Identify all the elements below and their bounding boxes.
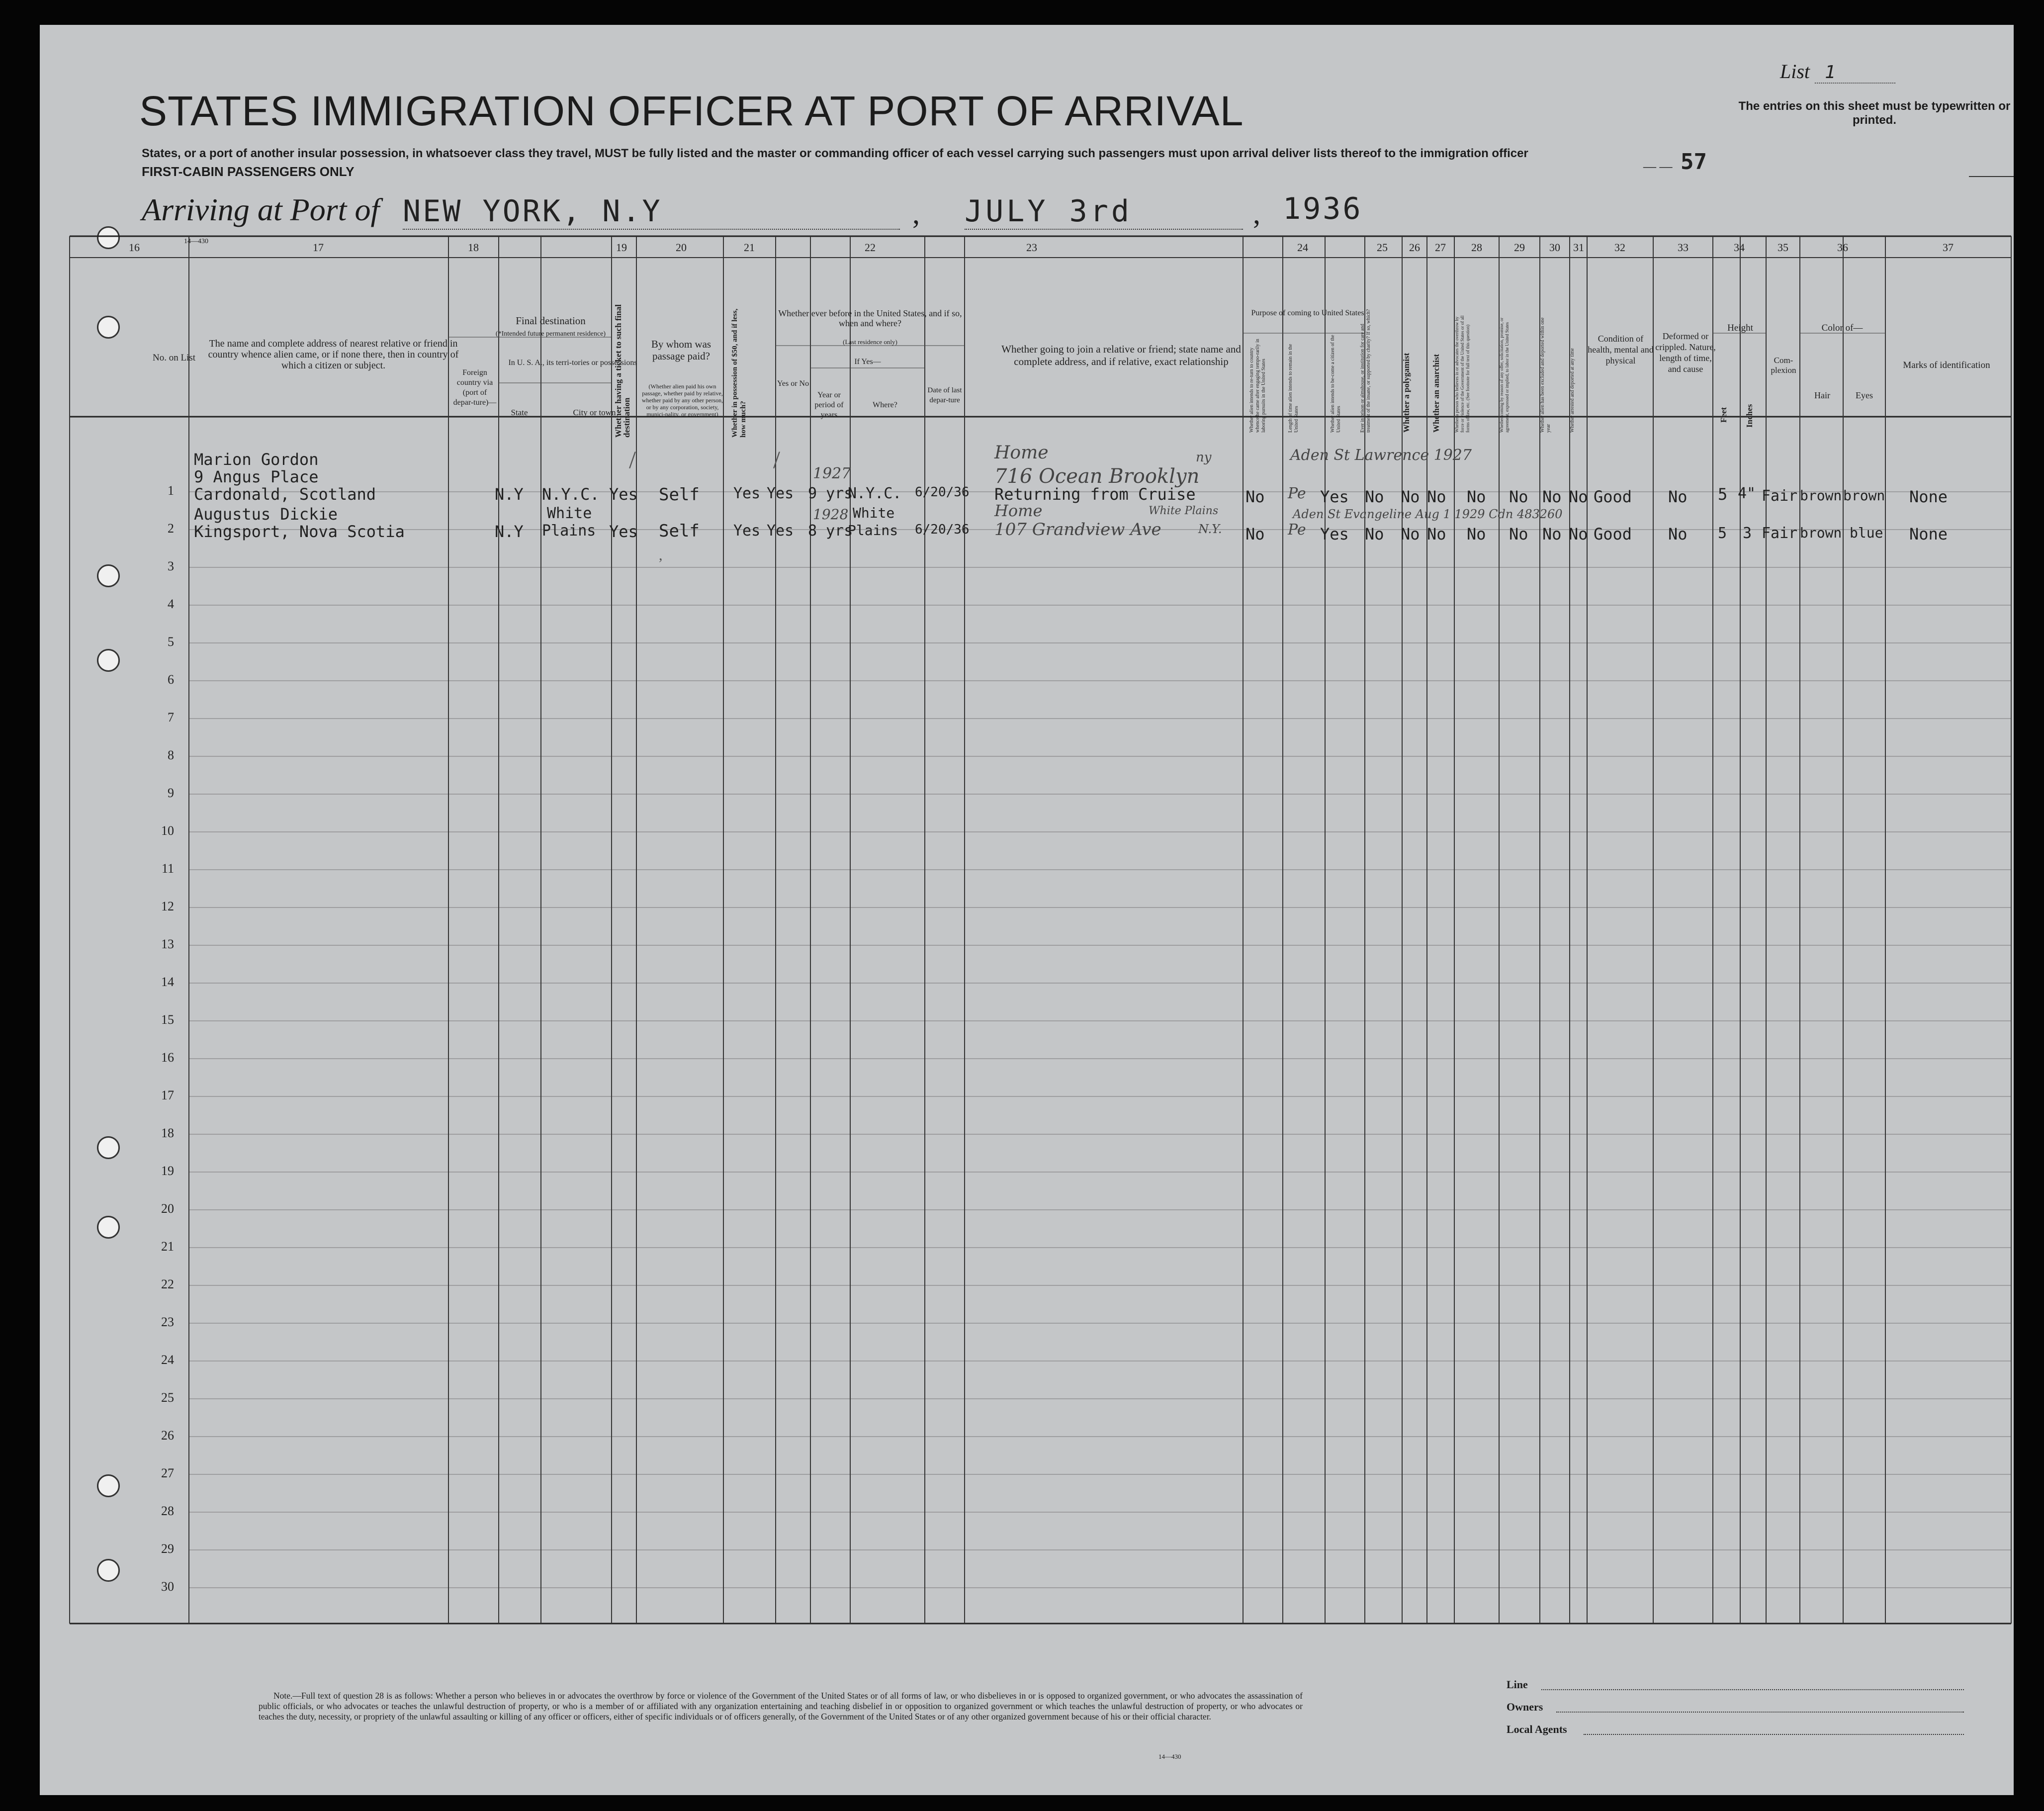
- comma-1: ,: [912, 197, 920, 230]
- row1-paid-by: Self: [659, 485, 700, 505]
- row2-deformed: No: [1668, 525, 1688, 543]
- row1-ticket: Yes: [609, 485, 638, 504]
- header-marks: Marks of identification: [1903, 360, 1990, 370]
- row2-city-line2: Plains: [542, 522, 596, 540]
- column-number: 28: [1471, 241, 1482, 254]
- row1-health: Good: [1594, 487, 1632, 506]
- row2-city-line1: White: [547, 505, 592, 522]
- row1-induced: No: [1509, 487, 1528, 506]
- header-ticket: Whether having a ticket to such final destination: [614, 304, 631, 438]
- header-prison: Ever in prison or almshouse, or institution for care and treatment of the insane, or supported by charity? If so, which?: [1360, 309, 1371, 433]
- column-number: 26: [1409, 241, 1420, 254]
- header-date-last-departure: Date of last depar-ture: [927, 386, 962, 404]
- row2-where-line1: White: [853, 505, 895, 521]
- row1-polygamist: No: [1401, 487, 1420, 506]
- manifest-sheet: [40, 25, 2014, 1795]
- row1-eyes: brown: [1843, 487, 1885, 504]
- row2-feet: 5: [1718, 525, 1727, 542]
- owners-label: Owners: [1507, 1701, 1543, 1713]
- row2-paid-by: Self: [659, 521, 700, 541]
- sheet-number: 57: [1681, 149, 1707, 175]
- row2-purpose-b: Pe: [1288, 521, 1306, 539]
- header-instruction: States, or a port of another insular possession, in whatsoever class they travel, MUST be fully listed and the master or commanding officer of each vessel carrying such passengers must upon arrival deliver lists thereof to the immigration officer: [142, 147, 1528, 160]
- agents-field: [1584, 1734, 1964, 1735]
- row1-purpose-b: Pe: [1288, 485, 1306, 502]
- row2-marks: None: [1909, 525, 1948, 543]
- row2-prison: No: [1365, 525, 1384, 543]
- row-number: 22: [161, 1277, 174, 1291]
- header-state: State: [511, 408, 528, 417]
- list-label: List 1: [1780, 60, 1895, 83]
- row-number: 5: [168, 634, 174, 649]
- header-final-destination-note: (*Intended future permanent residence): [495, 330, 606, 338]
- row2-ticket: Yes: [609, 522, 638, 541]
- header-purpose-c: Whether alien intends to be-come a citizen of the United States: [1330, 335, 1341, 433]
- header-before-in-us: Whether ever before in the United States, and if so, when and where?: [778, 308, 962, 328]
- row2-state: N.Y: [495, 522, 524, 541]
- header-last-residence: (Last residence only): [843, 338, 897, 346]
- column-number: 36: [1837, 241, 1848, 254]
- header-excluded: Whether alien has been excluded and deported within one year: [1540, 317, 1551, 433]
- row2-arrested: No: [1569, 525, 1588, 543]
- row-number: 18: [161, 1126, 174, 1140]
- column-number: 30: [1549, 241, 1560, 254]
- footnote: Note.—Full text of question 28 is as follows: Whether a person who believes in or advocates the overthrow by force or violence of the Government of the United States or of all forms of law, or who disbelieves in or is opposed to organized government, or who advocates the assassination of public officials, or who advocates or teaches the unlawful destruction of property, or who is a member of or affiliated with any organization entertaining and teaching disbelief in or opposition to organized government or which teaches the unlawful destruction of property, or who advocates or teaches the duty, necessity, or propriety of the unlawful assaulting or killing of any officer or officers, either of specific individuals or of officers generally, of the Government of the United States or of any other organized government because of his or their official character.: [259, 1691, 1303, 1721]
- header-where: Where?: [873, 401, 897, 409]
- row2-overthrow: No: [1467, 525, 1486, 543]
- header-purpose-a: Whether alien intends to re-turn to country whence he came after engaging tempo-rarily in laboring pursuits in the United States: [1249, 339, 1266, 433]
- row-number: 30: [161, 1579, 174, 1594]
- column-number: 32: [1614, 241, 1625, 254]
- row2-complexion: Fair: [1762, 525, 1798, 542]
- row-number: 27: [161, 1466, 174, 1480]
- row-number: 11: [161, 861, 174, 876]
- row2-relative-name: Augustus Dickie: [194, 505, 338, 524]
- row-number: 28: [161, 1504, 174, 1518]
- row2-join-annot2: White Plains: [1149, 505, 1219, 517]
- column-number: 25: [1377, 241, 1388, 254]
- row2-money: Yes: [733, 522, 761, 540]
- row-number: 12: [161, 899, 174, 913]
- row-number: 6: [168, 672, 174, 687]
- row2-anarchist: No: [1427, 525, 1446, 543]
- row2-before: Yes: [767, 522, 794, 540]
- header-polygamist: Whether a polygamist: [1402, 353, 1411, 433]
- row1-purpose-a: No: [1245, 487, 1265, 506]
- row2-induced: No: [1509, 525, 1528, 543]
- row1-arrested: No: [1569, 487, 1588, 506]
- agents-label: Local Agents: [1507, 1723, 1567, 1735]
- row1-where: N.Y.C.: [848, 485, 902, 502]
- header-no-on-list: No. on List: [152, 353, 196, 363]
- row1-state: N.Y: [495, 485, 524, 504]
- row1-feet: 5: [1718, 485, 1728, 504]
- row-number: 23: [161, 1315, 174, 1329]
- column-number: 22: [865, 241, 876, 254]
- column-number: 29: [1514, 241, 1525, 254]
- column-number: 19: [616, 241, 627, 254]
- row2-last-departure: 6/20/36: [915, 522, 970, 537]
- line-field: [1541, 1689, 1964, 1690]
- owners-field: [1556, 1712, 1964, 1713]
- form-code-top: 14—430: [184, 238, 208, 245]
- class-note: FIRST-CABIN PASSENGERS ONLY: [142, 164, 355, 179]
- row1-anarchist: No: [1427, 487, 1446, 506]
- row-number: 16: [161, 1050, 174, 1065]
- row-number: 3: [168, 559, 174, 573]
- row2-polygamist: No: [1401, 525, 1420, 543]
- header-join-relative: Whether going to join a relative or friend; state name and complete address, and if relative, exact relationship: [1001, 343, 1241, 367]
- column-number: 37: [1943, 241, 1954, 254]
- header-foreign-country: Foreign country via (port of depar-ture)—: [453, 368, 497, 407]
- row1-before: Yes: [767, 485, 794, 502]
- row1-join-reason: Returning from Cruise: [994, 485, 1196, 504]
- row-number: 17: [161, 1088, 174, 1102]
- line-label: Line: [1507, 1678, 1528, 1691]
- row-number: 7: [168, 710, 174, 724]
- header-complexion: Com-plexion: [1771, 356, 1796, 375]
- row1-money: Yes: [733, 485, 761, 502]
- row-number: 19: [161, 1164, 174, 1178]
- row1-last-departure: 6/20/36: [915, 485, 970, 500]
- header-city: City or town: [573, 408, 616, 417]
- row2-purpose-c: Yes: [1320, 525, 1349, 543]
- row1-purpose-c: Yes: [1320, 487, 1349, 506]
- check-mark: /: [773, 446, 780, 473]
- header-health: Condition of health, mental and physical: [1588, 334, 1654, 365]
- column-number: 18: [468, 241, 479, 254]
- header-year-period: Year or period of years: [814, 391, 844, 419]
- column-number: 21: [744, 241, 755, 254]
- row1-inches: 4": [1738, 485, 1756, 502]
- header-anarchist: Whether an anarchist: [1431, 354, 1441, 433]
- header-purpose-b: Length of time alien intends to remain in the United States: [1288, 344, 1299, 433]
- row-number: 15: [161, 1012, 174, 1027]
- row1-relative-address: 9 Angus Place: [194, 467, 319, 486]
- row-number: 20: [161, 1201, 174, 1216]
- header-passage-note: (Whether alien paid his own passage, whether paid by relative, whether paid by any other person, or by any corporation, society, munici-pality, or government): [641, 383, 723, 418]
- typewritten-instruction: The entries on this sheet must be typewritten or printed.: [1738, 99, 2011, 127]
- page-title: STATES IMMIGRATION OFFICER AT PORT OF ARRIVAL: [139, 88, 1244, 134]
- row2-years: 8 yrs: [808, 522, 853, 540]
- year-value: 1936: [1283, 191, 1363, 226]
- row1-complexion: Fair: [1762, 487, 1798, 505]
- column-number: 20: [676, 241, 687, 254]
- row-number: 4: [168, 597, 174, 611]
- column-number: 24: [1297, 241, 1308, 254]
- row2-excluded: No: [1542, 525, 1562, 543]
- row-number: 1: [168, 483, 174, 498]
- column-number: 23: [1026, 241, 1037, 254]
- row2-year-annot: 1928: [813, 506, 849, 523]
- arriving-label: Arriving at Port of: [142, 192, 380, 227]
- header-final-destination: Final destination: [516, 315, 586, 327]
- header-overthrow: Whether a person who believes in or advocates the overthrow by force or violence of the Government of the United States or of all forms of law, etc. (See footnote for full text of this question): [1454, 315, 1470, 433]
- table-grid: [40, 25, 2014, 1795]
- column-number: 34: [1734, 241, 1745, 254]
- row1-relative-city: Cardonald, Scotland: [194, 485, 376, 504]
- row1-hair: brown: [1800, 487, 1842, 504]
- header-if-yes: If Yes—: [854, 358, 881, 366]
- row-number: 29: [161, 1541, 174, 1556]
- header-in-usa: In U. S. A., its terri-tories or possessions: [508, 359, 637, 367]
- header-nearest-relative: The name and complete address of nearest relative or friend in country whence alien came, or if none there, then in country of which a citizen or subject.: [208, 338, 459, 371]
- header-deformed: Deformed or crippled. Nature, length of time, and cause: [1655, 331, 1716, 374]
- row1-years: 9 yrs: [808, 485, 853, 502]
- row1-deformed: No: [1668, 487, 1688, 506]
- row2-health: Good: [1594, 525, 1632, 543]
- row-number: 8: [168, 748, 174, 762]
- check-mark: /: [629, 446, 636, 473]
- column-number: 35: [1777, 241, 1788, 254]
- list-number: 1: [1815, 62, 1895, 84]
- column-number: 17: [313, 241, 324, 254]
- column-number: 31: [1573, 241, 1584, 254]
- row-number: 13: [161, 937, 174, 951]
- row1-city: N.Y.C.: [542, 485, 600, 504]
- row-number: 10: [161, 823, 174, 838]
- row1-prison: No: [1365, 487, 1384, 506]
- column-number: 27: [1435, 241, 1446, 254]
- port-value: NEW YORK, N.Y: [403, 194, 900, 230]
- row2-eyes: blue: [1850, 525, 1883, 541]
- row1-join-extra: ny: [1196, 450, 1212, 465]
- row2-purpose-a: No: [1245, 525, 1265, 543]
- row1-excluded: No: [1542, 487, 1562, 506]
- row1-naturalization: Aden St Lawrence 1927: [1290, 447, 1472, 464]
- row1-join-address: 716 Ocean Brooklyn: [994, 465, 1200, 488]
- header-eyes: Eyes: [1856, 390, 1873, 400]
- header-arrested: Whether arrested and deported at any time: [1570, 348, 1575, 433]
- header-yes-or-no: Yes or No: [777, 379, 809, 388]
- row-number: 2: [168, 521, 174, 536]
- row1-year-annot: 1927: [813, 465, 851, 482]
- header-color-of: Color of—: [1821, 323, 1863, 333]
- row-number: 26: [161, 1428, 174, 1443]
- row-number: 21: [161, 1239, 174, 1254]
- row1-marks: None: [1909, 487, 1948, 506]
- column-number: 16: [129, 241, 140, 254]
- row2-relative-address: Kingsport, Nova Scotia: [194, 522, 405, 541]
- header-purpose: Purpose of coming to United States: [1251, 309, 1364, 317]
- row-number: 9: [168, 786, 174, 800]
- footer-form-code: 14—430: [1158, 1753, 1181, 1760]
- header-feet: Feet: [1719, 407, 1728, 423]
- row2-hair: brown: [1800, 525, 1842, 541]
- header-passage-paid: By whom was passage paid?: [651, 338, 711, 362]
- header-inches: Inches: [1745, 404, 1754, 428]
- check-mark: ,: [659, 547, 663, 563]
- sheet-number-dash: — —: [1643, 159, 1673, 174]
- row2-join-extra: N.Y.: [1198, 522, 1222, 536]
- header-induced: Whether coming by reason of any offer, solicitation, promise, or agreement, expressed or implied, to labor in the United States: [1499, 317, 1510, 433]
- column-number: 33: [1678, 241, 1689, 254]
- header-hair: Hair: [1814, 390, 1830, 400]
- row2-naturalization: Aden St Evangeline Aug 1 1929 Cdn 483260: [1293, 507, 1563, 521]
- header-height: Height: [1727, 323, 1753, 333]
- row1-join-annot: Home: [994, 443, 1049, 463]
- header-possession-50: Whether in possession of $50, and if less, how much?: [731, 308, 747, 438]
- row2-join-address: 107 Grandview Ave: [994, 520, 1161, 540]
- row2-join-annot: Home: [994, 501, 1043, 520]
- row-number: 25: [161, 1390, 174, 1405]
- comma-2: ,: [1253, 197, 1260, 230]
- date-value: JULY 3rd: [965, 194, 1243, 230]
- row2-where-line2: Plains: [848, 522, 898, 539]
- row1-relative-name: Marion Gordon: [194, 450, 319, 469]
- row2-inches: 3: [1743, 525, 1752, 542]
- row-number: 14: [161, 975, 174, 989]
- row1-overthrow: No: [1467, 487, 1486, 506]
- row-number: 24: [161, 1353, 174, 1367]
